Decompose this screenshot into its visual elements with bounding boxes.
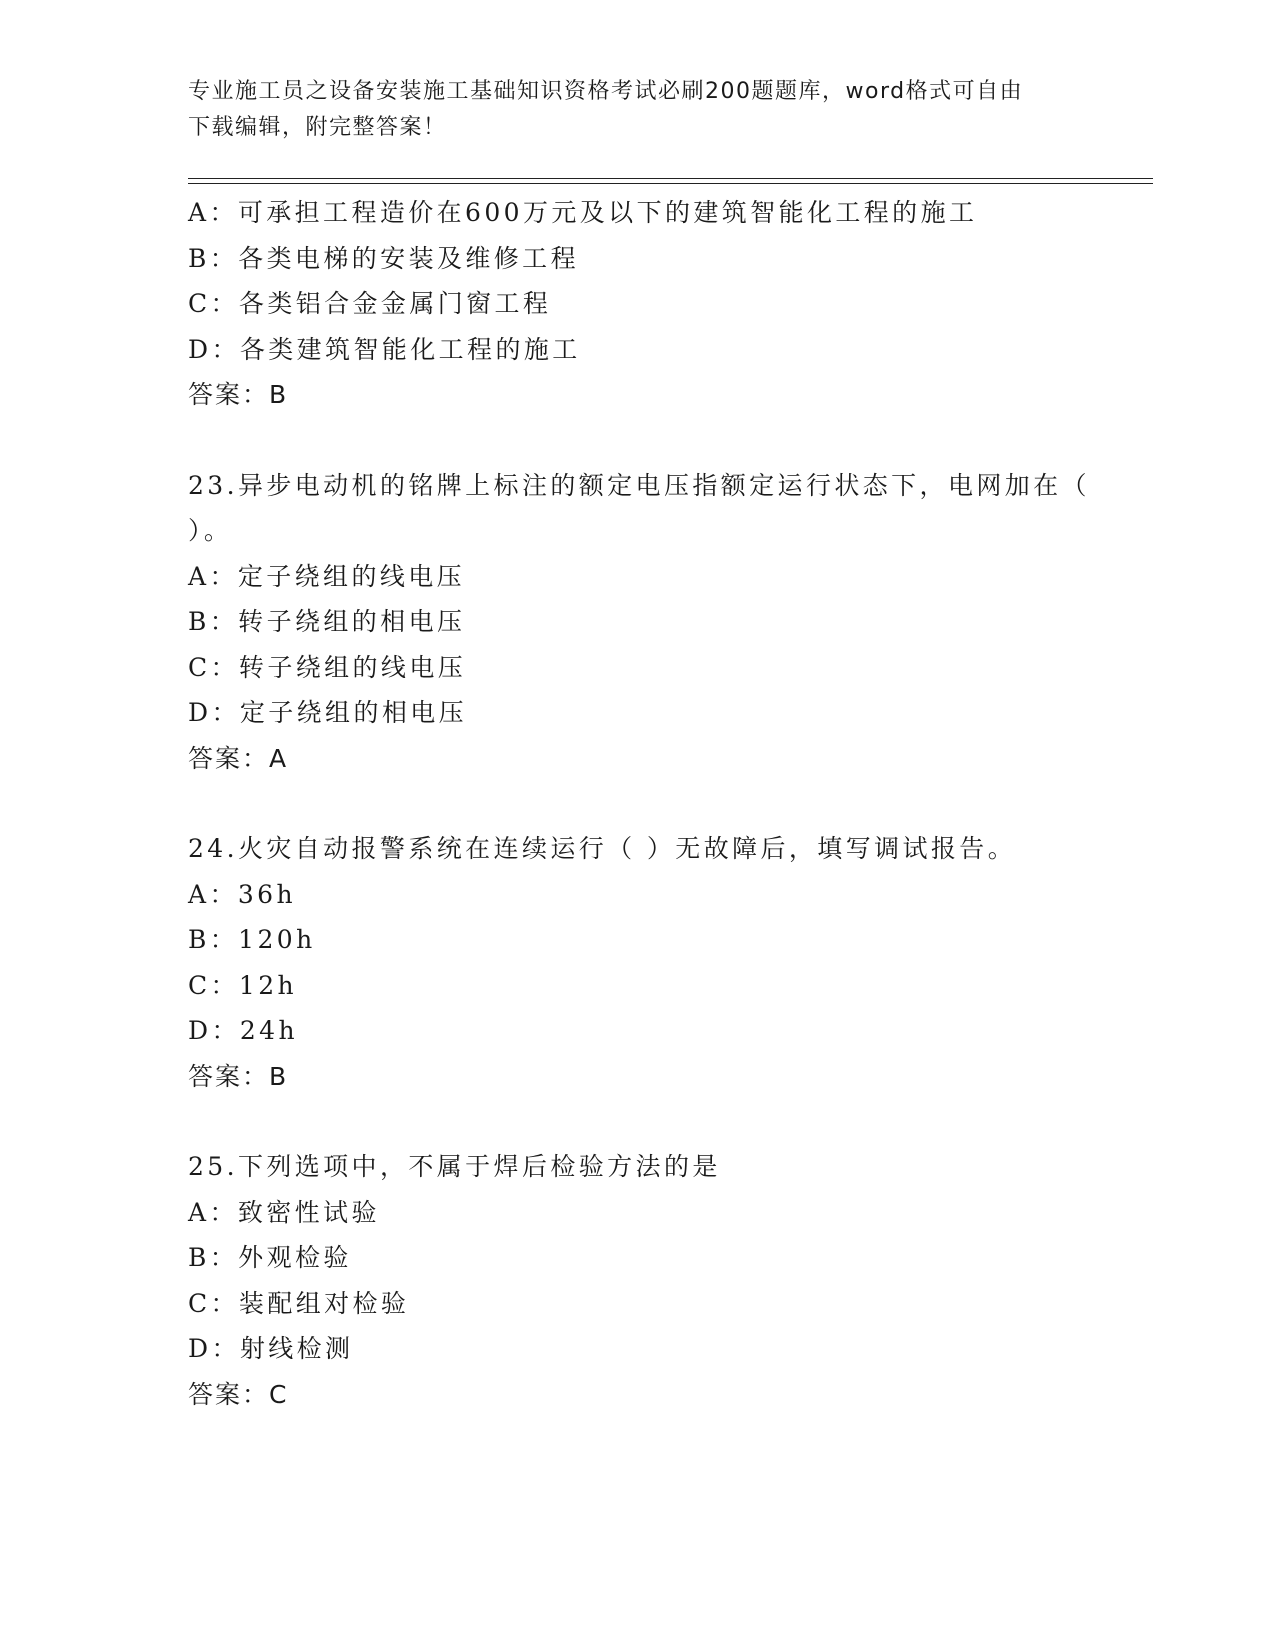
question-spacer (188, 418, 1118, 463)
answer-line: 答案：A (188, 743, 289, 773)
question-spacer (188, 781, 1118, 826)
option-b: B：外观检验 (188, 1243, 352, 1272)
option-b: B：转子绕组的相电压 (188, 607, 466, 636)
option-c: C：转子绕组的线电压 (188, 652, 467, 682)
question-list (188, 190, 1118, 1417)
option-a: A：致密性试验 (188, 1197, 380, 1227)
question-stem: 24.火灾自动报警系统在连续运行（ ）无故障后，填写调试报告。 (188, 834, 1017, 863)
answer-line: 答案：B (188, 1061, 289, 1091)
header-title-line-2: 下载编辑，附完整答案！ (188, 115, 447, 140)
answer-line: 答案：C (188, 1379, 289, 1409)
header-title-line-1: 专业施工员之设备安装施工基础知识资格考试必刷200题题库，word格式可自由 (188, 79, 1024, 104)
document-header (188, 74, 1068, 146)
option-a: A：定子绕组的线电压 (188, 561, 466, 591)
option-b: B：120h (188, 925, 316, 954)
option-d: D：各类建筑智能化工程的施工 (188, 334, 581, 364)
option-a: A：可承担工程造价在600万元及以下的建筑智能化工程的施工 (188, 198, 978, 227)
option-c: C：12h (188, 970, 298, 1000)
header-divider-top (188, 178, 1153, 179)
option-a: A：36h (188, 879, 296, 909)
question-block (188, 463, 1118, 782)
question-block (188, 1144, 1118, 1417)
question-block (188, 826, 1118, 1099)
option-b: B：各类电梯的安装及维修工程 (188, 243, 579, 273)
question-block (188, 190, 1118, 418)
option-d: D：射线检测 (188, 1334, 354, 1363)
option-c: C：装配组对检验 (188, 1288, 410, 1318)
answer-line: 答案：B (188, 380, 289, 409)
question-stem: 25.下列选项中，不属于焊后检验方法的是 (188, 1152, 721, 1181)
question-spacer (188, 1099, 1118, 1144)
option-c: C：各类铝合金金属门窗工程 (188, 289, 552, 318)
option-d: D：定子绕组的相电压 (188, 698, 468, 727)
question-stem: 23.异步电动机的铭牌上标注的额定电压指额定运行状态下，电网加在（ ）。 (188, 470, 1090, 545)
header-divider-bottom (188, 183, 1153, 184)
option-d: D：24h (188, 1016, 298, 1045)
